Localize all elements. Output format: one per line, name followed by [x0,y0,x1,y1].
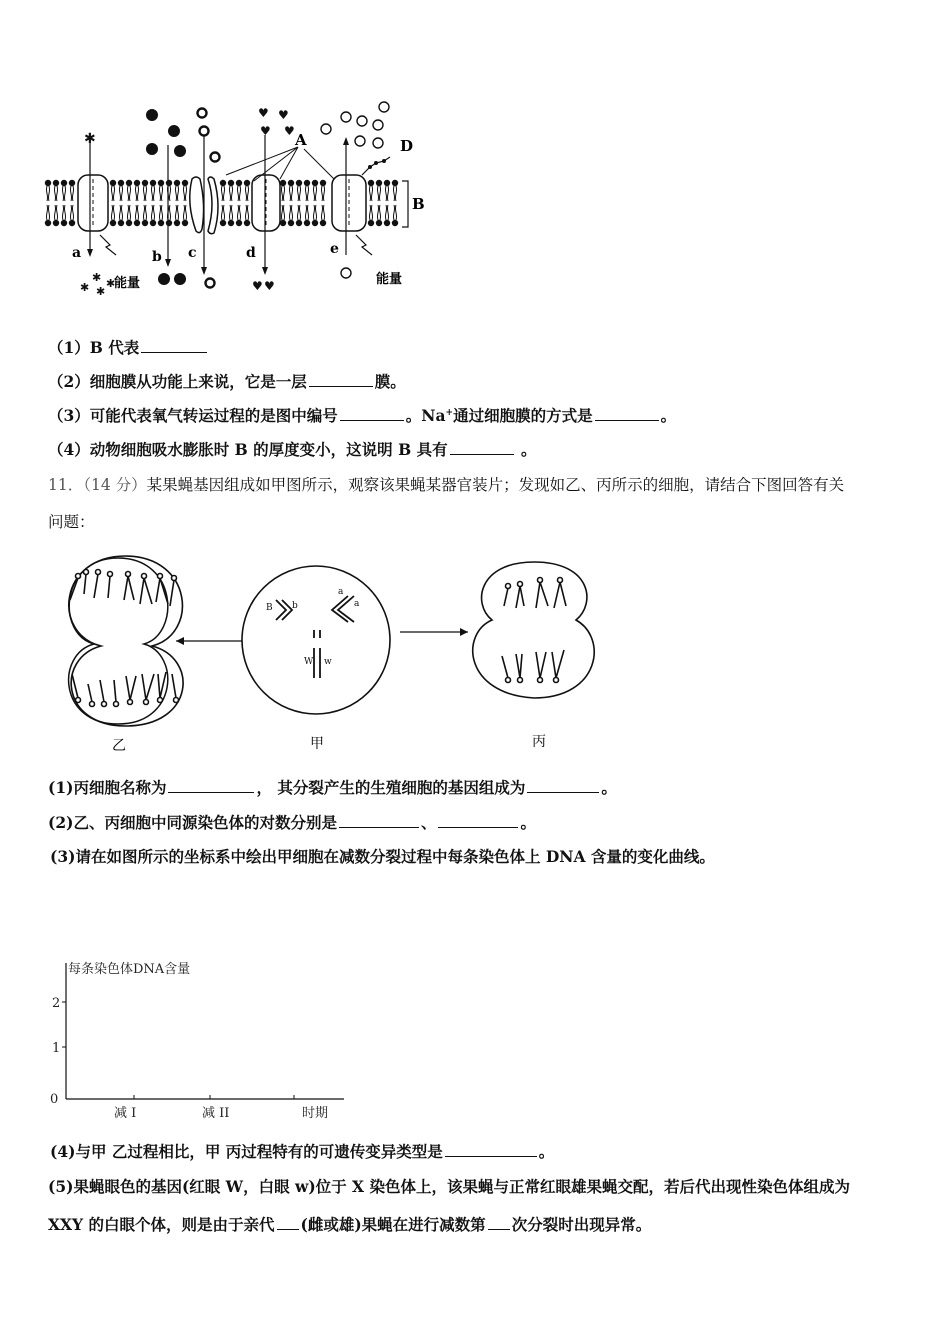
label-jia: 甲 [310,736,324,752]
question-11-5-line1: (5)果蝇眼色的基因(红眼 W，白眼 w)位于 X 染色体上，该果蝇与正常红眼雄果蝇交配，若后代出现性染色体组成为 [48,1177,850,1196]
ytick-1: 1 [52,1041,61,1056]
xtick-meiosis-2: 减 II [202,1106,230,1121]
answer-blank[interactable] [309,385,373,387]
ytick-2: 2 [52,996,61,1011]
answer-blank[interactable] [450,453,514,455]
gene-a-2: a [354,599,360,609]
label-A: A [295,131,307,149]
question-11-stem-cont: 问题： [48,513,95,531]
axis-ylabel: 每条染色体DNA含量 [68,962,191,977]
answer-blank[interactable] [168,791,254,793]
answer-blank[interactable] [595,419,659,421]
question-11-stem: 11．（14 分）某果蝇基因组成如甲图所示，观察该果蝇某器官装片；发现如乙、丙所示的细胞，请结合下图回答有关 [48,476,845,494]
question-11-3: (3)请在如图所示的坐标系中绘出甲细胞在减数分裂过程中每条染色体上 DNA 含量的变化曲线。 [50,847,715,866]
label-c: c [188,245,197,261]
svg-text:♥: ♥ [252,279,263,293]
answer-blank[interactable] [277,1228,299,1230]
answer-blank[interactable] [339,826,419,828]
svg-text:♥: ♥ [258,106,269,120]
label-D: D [400,137,414,155]
gene-w: w [324,657,332,667]
label-d: d [246,245,256,261]
cell-division-figure [48,548,608,758]
answer-blank[interactable] [445,1155,537,1157]
gene-W: W [304,657,314,667]
gene-a-1: a [338,587,344,597]
energy-label-left: 能量 [114,276,141,291]
label-a: a [72,245,82,261]
question-10-1: （1）B 代表 [48,336,209,358]
membrane-transport-figure [40,95,430,305]
dna-content-axis-chart [44,955,354,1125]
svg-text:✱: ✱ [106,277,116,290]
label-B: B [412,195,425,213]
answer-blank[interactable] [527,791,599,793]
svg-text:✱: ✱ [80,281,90,294]
label-yi: 乙 [112,738,126,754]
answer-blank[interactable] [141,351,207,353]
svg-text:♥: ♥ [264,279,275,293]
question-11-5-line2: XXY 的白眼个体，则是由于亲代 (雌或雄)果蝇在进行减数第 次分裂时出现异常。 [48,1215,652,1234]
answer-blank[interactable] [438,826,518,828]
svg-text:✱: ✱ [92,271,102,284]
energy-label-right: 能量 [376,272,403,287]
question-11-4: (4)与甲 乙过程相比，甲 丙过程特有的可遗传变异类型是 。 [50,1142,555,1161]
svg-text:♥: ♥ [284,124,295,138]
svg-text:♥: ♥ [260,124,271,138]
ytick-0: 0 [50,1092,59,1107]
answer-blank[interactable] [488,1228,510,1230]
svg-text:♥: ♥ [278,108,289,122]
svg-text:✱: ✱ [96,285,106,298]
xtick-meiosis-1: 减 I [114,1106,137,1121]
answer-blank[interactable] [340,419,404,421]
gene-B: B [266,603,273,613]
question-10-4: （4）动物细胞吸水膨胀时 B 的厚度变小，这说明 B 具有 。 [48,440,537,459]
xtick-period: 时期 [302,1106,329,1121]
label-bing: 丙 [532,734,546,750]
question-11-1: (1)丙细胞名称为 ， 其分裂产生的生殖细胞的基因组成为 。 [48,778,617,797]
label-e: e [330,241,339,257]
label-b: b [152,249,162,265]
question-10-2: （2）细胞膜从功能上来说，它是一层 膜。 [48,372,406,391]
question-10-3: （3）可能代表氧气转运过程的是图中编号 。Na+通过细胞膜的方式是 。 [48,406,677,425]
question-11-2: (2)乙、丙细胞中同源染色体的对数分别是 、 。 [48,813,536,832]
svg-text:✱: ✱ [84,131,96,147]
gene-b: b [292,601,298,611]
